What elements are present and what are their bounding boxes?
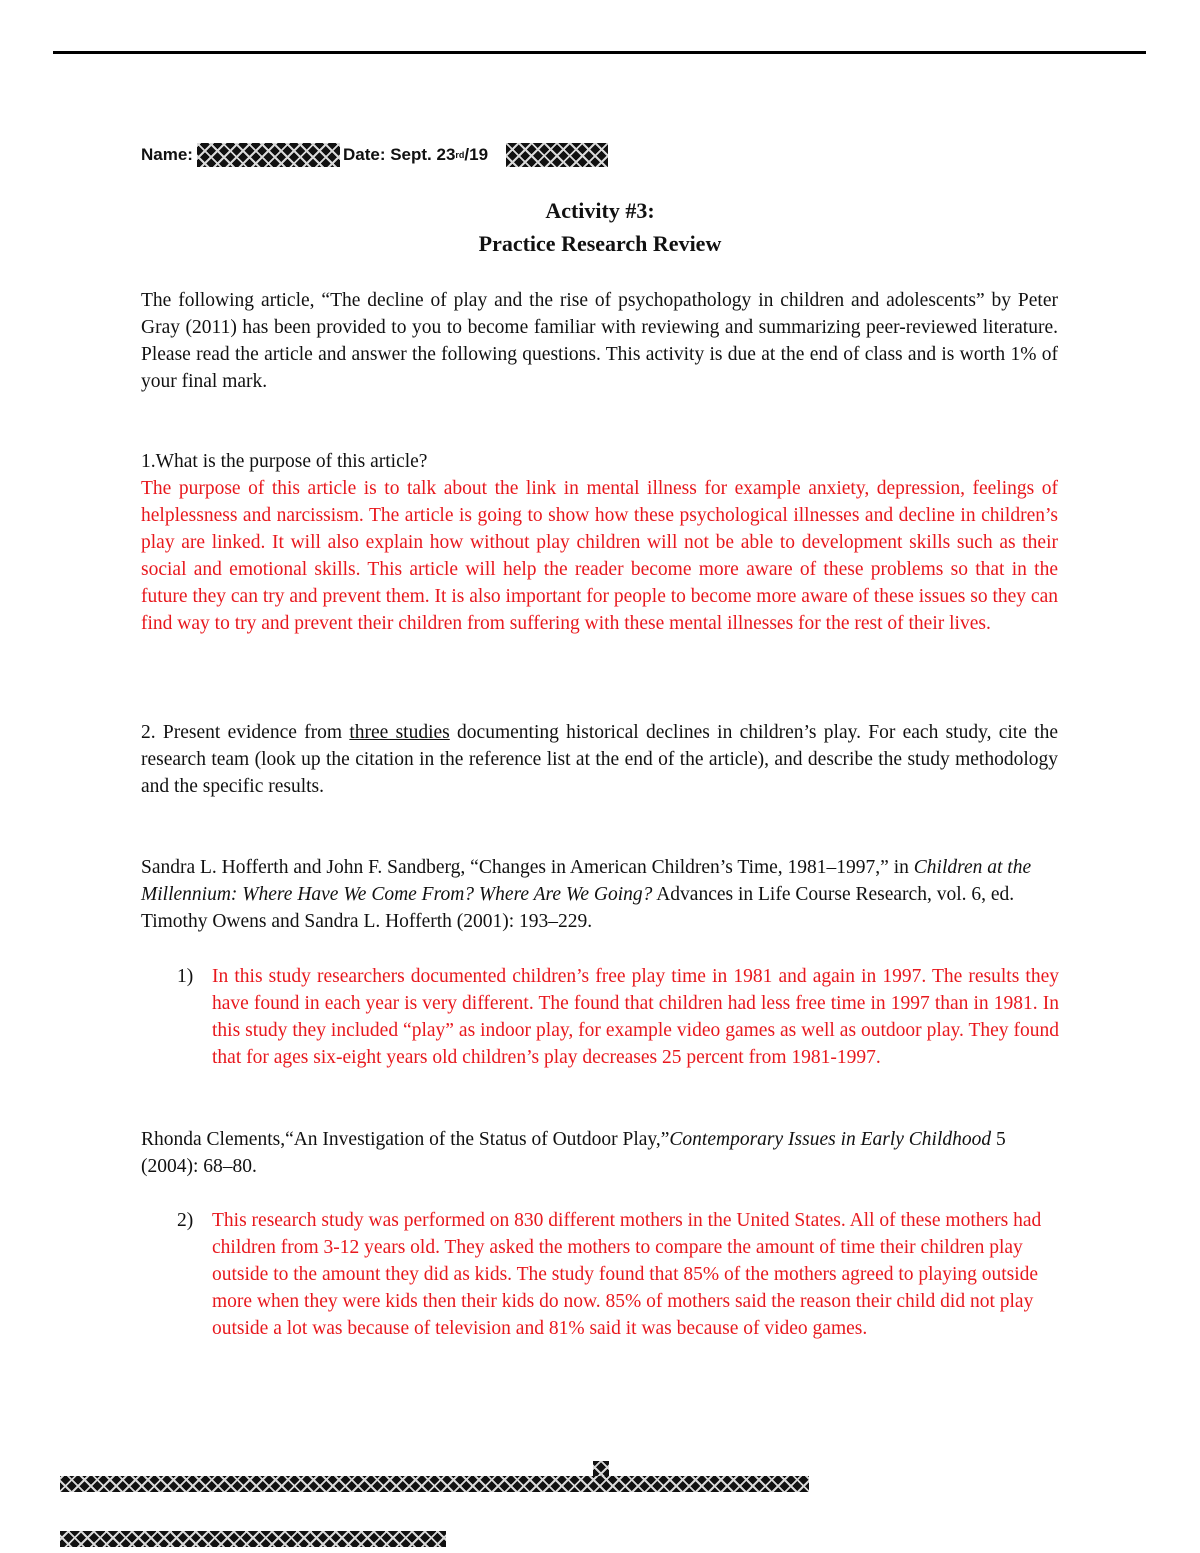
reference-1	[141, 855, 1058, 936]
redacted-name-block	[197, 143, 340, 167]
list-marker-1: 1)	[177, 966, 194, 987]
question-2	[141, 720, 1058, 801]
redacted-footer-line-1	[60, 1476, 809, 1492]
name-label: Name:	[141, 145, 193, 164]
question-2-underlined: three studies	[349, 722, 450, 743]
reference-1-book-title: Children at the Millennium: Where Have We Come From? Where Are We Going?	[141, 857, 1032, 905]
list-item-1-text: In this study researchers documented children’s free play time in 1981 and again in 1997. The results they have found in each year is very different. The found that children had less free time in 1997 than in 1981. In this study they included “play” as indoor play, for example video games as well as outdoor play. They found that for ages six-eight years old children’s play decreases 25 percent from 1981-1997.	[212, 966, 1059, 1068]
reference-1-details: Advances in Life Course Research, vol. 6, ed. Timothy Owens and Sandra L. Hofferth (2001): 193–229.	[141, 883, 1015, 932]
date-superscript: rd	[455, 150, 465, 160]
redacted-small-mark	[593, 1461, 609, 1477]
reference-2-details: 5 (2004): 68–80.	[141, 1129, 1006, 1177]
date-label: Date: Sept. 23	[342, 145, 456, 164]
list-item-2-text: This research study was performed on 830 different mothers in the United States. All of these mothers had children from 3-12 years old. They asked the mothers to compare the amount of time their children play outside to the amount they did as kids. The study found that 85% of the mothers agreed to playing outside more when they were kids then their kids do now. 85% of mothers said the reason their child did not play outside a lot was because of television and 81% said it was because of video games.	[212, 1210, 1042, 1339]
top-horizontal-rule	[53, 51, 1146, 54]
list-item-2	[177, 1208, 1059, 1343]
reference-1-authors: Sandra L. Hofferth and John F. Sandberg, “Changes in American Children’s Time, 1981–1997,” in	[141, 857, 914, 878]
question-2-prefix: 2. Present evidence from	[141, 722, 350, 743]
reference-2-journal: Contemporary Issues in Early Childhood	[669, 1129, 992, 1150]
title-line-activity: Activity #3:	[545, 198, 655, 223]
reference-2-author: Rhonda Clements,“An Investigation of the Status of Outdoor Play,”	[141, 1129, 670, 1150]
question-2-suffix: documenting historical declines in children’s play. For each study, cite the research team (look up the citation in the reference list at the end of the article), and describe the study methodology and the specific results.	[141, 722, 1058, 797]
question-1: 1.What is the purpose of this article?	[141, 451, 428, 472]
redacted-date-block	[506, 143, 608, 167]
answer-1: The purpose of this article is to talk about the link in mental illness for example anxiety, depression, feelings of helplessness and narcissism. The article is going to show how these psychological illnesses and decline in children’s play are linked. It will also explain how without play children will not be able to development skills such as their social and emotional skills. This article will help the reader become more aware of these problems so that in the future they can try and prevent them. It is also important for people to become more aware of these issues so they can find way to try and prevent their children from suffering with these mental illnesses for the rest of their lives.	[141, 478, 1058, 634]
date-year: /19	[464, 145, 489, 164]
title-line-review: Practice Research Review	[478, 231, 722, 256]
list-item-1	[177, 964, 1059, 1072]
redacted-footer-line-2	[60, 1531, 446, 1547]
reference-2	[141, 1127, 1058, 1181]
name-date-header	[141, 142, 608, 168]
list-marker-2: 2)	[177, 1210, 194, 1231]
intro-paragraph: The following article, “The decline of play and the rise of psychopathology in children and adolescents” by Peter Gray (2011) has been provided to you to become familiar with reviewing and summarizing peer-reviewed literature. Please read the article and answer the following questions. This activity is due at the end of class and is worth 1% of your final mark.	[141, 290, 1058, 392]
document-title	[0, 194, 1200, 260]
